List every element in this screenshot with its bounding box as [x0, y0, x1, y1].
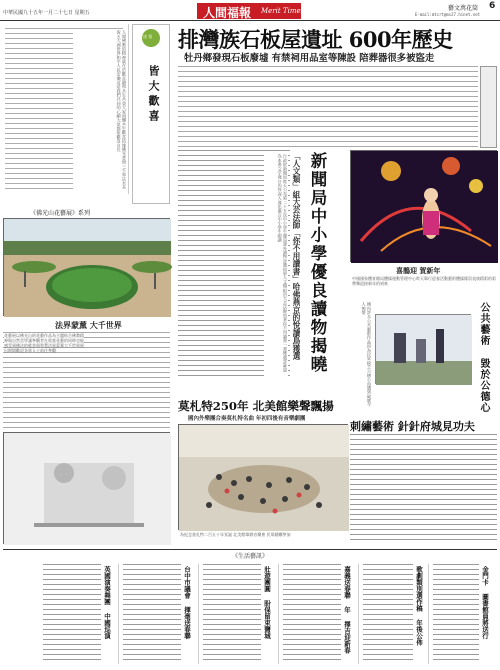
- left-body-bottom: 花藝展以佛光山的花藝作品為主題結合佛教精神與自然美學讓參觀者在欣賞花藝的同時也能感受到佛法的慈悲與智慧法界蒙薰大千世界展出期間歡迎各界人士前往參觀: [4, 333, 84, 353]
- life-item-0-title: 英國演奏舞團 中國巡演: [103, 566, 111, 639]
- life-item-4: [363, 564, 429, 664]
- middle-story-headline: 新聞局中小學優良讀物揭曉: [308, 152, 327, 374]
- garden-photo-caption: 法界蒙薰 大千世界: [55, 320, 122, 330]
- mozart-photo-svg: [179, 425, 349, 531]
- sculpture-photo: [3, 432, 170, 544]
- section-name: 藝文萬花筒: [448, 5, 479, 12]
- embroidery-headline: 刺繡藝術 針針府城見功夫: [350, 420, 475, 433]
- life-item-2: [203, 564, 279, 664]
- garden-photo-svg: [4, 219, 171, 317]
- left-body-top: 人間佛教的精神就在於歡喜融和共生共榮大家同體共生歡喜結緣佛光普照三千界法水長流五大洲世界和平人民安樂這是我們共同的心願大眾都能歡喜自在: [73, 30, 127, 190]
- life-item-3-title: 嘉義送春聯 年 擇吉迎新春: [343, 566, 351, 654]
- life-item-5: [433, 564, 495, 664]
- dancer-photo-description: 中國國家體育總局體操運動管理中心昨天舉行迎春活動藝術體操隊員表演精彩的彩帶舞迎接新年的到來: [352, 276, 496, 287]
- middle-story-body: 行政院新聞局昨天公布第二十五次中小學生優良課外讀物評選結果人文類組由大芸法師所著你不用讀書一書獲選評審認為本書文字淺白內容深入淺出適合中小學生閱讀: [264, 154, 288, 376]
- dancer-photo-svg: [351, 151, 498, 263]
- series-label: 《佛光山花藝展》系列: [30, 210, 91, 217]
- verse-tag-label: 迷 悟: [143, 34, 153, 39]
- main-subheadline: 牡丹鄉發現石板廢墟 有禁祠用品室等陳設 陪葬器很多被盜走: [184, 53, 435, 64]
- left-text-block-top: [3, 24, 129, 194]
- embroidery-body: [350, 434, 497, 544]
- masthead-date: 中華民國九十五年一月二十七日 星期五: [3, 10, 90, 16]
- headline-photo: [480, 66, 497, 148]
- life-section-rule: [3, 549, 497, 550]
- main-headline: 排灣族石板屋遺址 600年歷史: [178, 27, 453, 52]
- masthead-rule: [0, 20, 500, 21]
- life-item-2-title: 壯遊團圓 盼保留束鹽城: [263, 566, 271, 639]
- public-art-caption: 國內許多公共藝術作品因為民眾缺乏公德心而遭到破壞令人惋惜: [361, 302, 372, 407]
- page-number: 6: [489, 1, 496, 11]
- headline-article-body: [178, 66, 478, 148]
- public-art-photo-svg: [376, 315, 472, 385]
- public-art-box: [350, 300, 497, 414]
- life-item-0: [43, 564, 119, 664]
- life-item-5-title: 金門卡 圖書館員將送行: [481, 566, 489, 639]
- mozart-subhead: 國內外樂團合奏莫札特名曲 年初四後有音樂劇團: [188, 416, 306, 422]
- contact-email: E-mail:mtcrt@ms27.hinet.net: [415, 12, 481, 17]
- mozart-photo: [178, 424, 348, 530]
- life-section: [3, 560, 497, 666]
- life-item-1-title: 台中市議會 揮毫送春聯: [183, 566, 191, 639]
- dancer-photo: [350, 150, 497, 262]
- garden-photo: [3, 218, 170, 316]
- life-item-4-title: 歌劇類別選作稿 年後公佈: [415, 566, 423, 646]
- middle-story-subhead: ﹁人文類﹂組大芸法師﹁你不用讀書﹂哈佛燕京的悅讀鳥獲選: [292, 152, 301, 360]
- verse-title: 皆大歡喜: [147, 65, 160, 125]
- masthead-logo-text: 人間福報: [203, 6, 252, 20]
- mozart-caption: 為紀念莫札特二百五十年冥誕 北美館舉辦音樂會 民眾踴躍參加: [180, 532, 291, 537]
- public-art-photo: [375, 314, 471, 384]
- sculpture-photo-svg: [4, 433, 171, 545]
- masthead: [0, 0, 500, 20]
- public-art-headline: 公共藝術 毀於公德心: [478, 302, 489, 413]
- life-item-1: [123, 564, 199, 664]
- mozart-headline: 莫札特250年 北美館樂聲飄揚: [178, 399, 334, 413]
- verse-box: [132, 24, 170, 204]
- life-item-3: [283, 564, 359, 664]
- masthead-logo-en: Merit Times: [261, 7, 305, 15]
- middle-story: [178, 150, 348, 380]
- life-section-label: 《生活藝訊》: [232, 553, 269, 560]
- dancer-photo-caption: 喜鵲迎 賀新年: [396, 266, 441, 275]
- masthead-logo: [197, 3, 305, 20]
